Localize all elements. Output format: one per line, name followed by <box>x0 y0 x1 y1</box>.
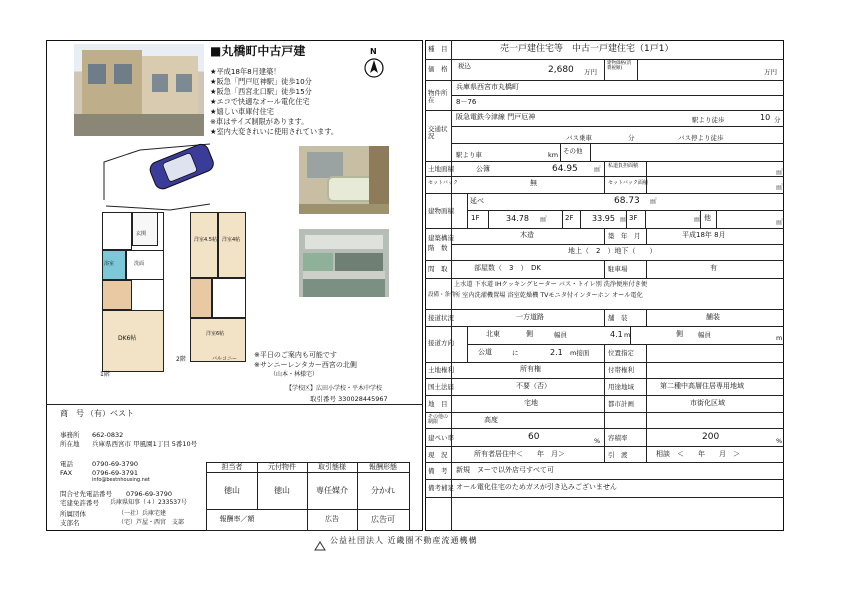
remarks-value: 新規 ヌーで以外店弓すべて可 <box>456 466 554 474</box>
road-direction-label: 接道方向 <box>428 339 454 347</box>
transport-other: その他 <box>563 147 583 155</box>
meter-unit: m <box>776 334 783 342</box>
category-label: 種 目 <box>428 45 448 53</box>
land-area: 64.95 <box>552 164 578 174</box>
equipment-line: 所 室内洗濯機置場 浴室乾燥機 TVモニタ付インターホン オール電化 <box>454 292 643 299</box>
road-width-label: 幅員 <box>554 331 567 339</box>
balcony-label: バルコニー <box>212 356 238 362</box>
road2-width-label: 幅員 <box>698 331 711 339</box>
office-label: 事務所 <box>60 431 80 439</box>
land-category-label: 地 目 <box>428 400 448 408</box>
property-price: 2,680 <box>548 65 574 75</box>
agent-header: 報酬形態 <box>369 463 397 471</box>
compass-icon: N <box>362 48 386 78</box>
company-address: 兵庫県西宮市 甲風園1丁目 5番10号 <box>92 440 198 448</box>
sqm-unit: ㎡ <box>776 218 783 226</box>
layout-value: 部屋数（ 3 ） DK <box>474 264 541 272</box>
land-area-type: 公簿 <box>476 165 490 173</box>
feature-item: ※車はサイズ制限があります。 <box>210 117 309 126</box>
property-lot: 8－76 <box>456 98 477 106</box>
tel-number: 0790-69-3790 <box>92 460 139 468</box>
price-tax-note: 税込 <box>458 62 471 70</box>
location-label: 物件所在 <box>428 89 448 104</box>
association-label: 所属団体 <box>60 510 86 518</box>
public-road: 公道 <box>478 348 492 356</box>
other-limit-label: その他の制限 <box>428 414 449 425</box>
feature-item: ★エコで快適なオール電化住宅 <box>210 97 310 106</box>
land-law-label: 国土法届 <box>428 383 454 391</box>
percent-unit: % <box>594 437 601 445</box>
sqm-unit: ㎡ <box>650 197 657 205</box>
floorplan-2f <box>186 212 250 362</box>
address-label: 所在地 <box>60 440 80 448</box>
price-label: 価 格 <box>428 65 448 73</box>
building-area-label: 建物面積 <box>428 207 454 215</box>
license-number: 兵庫県知事（４）233537号 <box>110 499 187 506</box>
transport-label: 交通状況 <box>428 125 448 140</box>
equipment-label: 設備・条件 <box>428 292 456 298</box>
road-contact: 2.1 <box>550 348 563 357</box>
agent-value: 分かれ <box>371 486 395 495</box>
road-contact-label: に <box>512 349 519 357</box>
room-label: 洋室4.5帖 <box>194 237 217 243</box>
private-road-label: 私道負担面積 <box>608 163 639 169</box>
building-price-unit: 万円 <box>764 68 777 76</box>
fax-number: 0796-69-3791 <box>92 469 139 477</box>
room-label: DK6帖 <box>118 335 137 342</box>
floor1-area: 34.78 <box>506 214 529 223</box>
fax-label: FAX <box>60 469 73 477</box>
company-name-label: 商 号 <box>60 409 84 418</box>
walk-minutes: 10 <box>760 113 771 122</box>
floorplan-1f <box>98 212 168 372</box>
road-contact-unit: m接面 <box>570 349 590 357</box>
meter-unit: m <box>624 331 631 339</box>
land-law: 不要（否） <box>516 382 551 390</box>
percent-unit: % <box>776 437 783 445</box>
inquiry-label: 問合せ先電話番号 <box>60 490 112 498</box>
visit-note: （山本・林様宅） <box>270 371 319 378</box>
remarks-supplement-label: 備考補足 <box>428 484 454 492</box>
agent-value: 徳山 <box>224 486 240 495</box>
room-label: 浴室 <box>104 261 115 267</box>
setback-value: 無 <box>530 179 537 187</box>
license-label: 宅建免許番号 <box>60 499 99 507</box>
walk-label: 駅より徒歩 <box>692 116 725 124</box>
footer-organization: 公益社団法人 近畿圏不動産流通機構 <box>330 536 478 545</box>
feature-item: ★平成18年8月建築！ <box>210 67 281 76</box>
use-zone-label: 用途地域 <box>608 383 634 391</box>
road2-side: 側 <box>676 330 683 338</box>
attached-right-label: 付帯権利 <box>608 366 634 374</box>
floor-label: 1階 <box>100 371 110 378</box>
road-direction: 北東 <box>486 330 500 338</box>
feature-item: ★嬉しい車庫付住宅 <box>210 107 274 116</box>
ad-value: 広告可 <box>371 515 395 524</box>
road-side: 側 <box>526 330 533 338</box>
pavement-label: 舗 装 <box>608 314 628 322</box>
school-district: 【学校区】広田小学校・平木中学校 <box>286 385 383 392</box>
coverage-label: 建ぺい率 <box>428 434 454 442</box>
association: （一社）兵庫宅建 <box>118 510 167 517</box>
use-zone: 第二種中高層住居専用地域 <box>660 382 744 390</box>
floors-label: 階 数 <box>428 244 448 252</box>
road-width: 4.1 <box>610 330 623 339</box>
registration-number: 取引番号 330028445967 <box>310 395 388 403</box>
equipment-line: 上水道 下水道 IHクッキングヒーター バス・トイレ別 洗浄便座付き便 <box>454 281 648 288</box>
room-label: 洋室4帖 <box>222 237 241 243</box>
branch-label: 支部名 <box>60 519 80 527</box>
sqm-unit: ㎡ <box>776 168 783 176</box>
price-unit: 万円 <box>584 68 597 76</box>
listing-title: ■丸橋町中古戸建 <box>210 44 306 58</box>
structure-label: 建築構造 <box>428 234 454 242</box>
location-spec-label: 位置指定 <box>608 349 634 357</box>
room-label: 玄関 <box>136 231 147 237</box>
land-area-label: 土地面積 <box>428 165 454 173</box>
association-logo-icon <box>314 536 326 546</box>
floor3-label: 3F <box>629 214 638 222</box>
floor2-area: 33.95 <box>592 214 615 223</box>
handover-value: 相談 ＜ 年 月 ＞ <box>656 450 740 458</box>
bus-unit: 分 <box>628 134 635 142</box>
postal-code: 662-0832 <box>92 431 124 439</box>
km-unit: km <box>548 151 559 159</box>
status-value: 所有者居住中＜ 年 月＞ <box>474 450 565 458</box>
structure-value: 木造 <box>520 231 534 239</box>
parking-label: 駐車場 <box>608 265 628 273</box>
floor1-label: 1F <box>471 214 480 222</box>
bus-label: バス乗車 <box>566 134 592 142</box>
agent-value: 専任媒介 <box>316 486 348 495</box>
feature-item: ★阪急「西宮北口駅」徒歩15分 <box>210 87 312 96</box>
bathroom-photo <box>299 146 389 214</box>
exterior-photo <box>74 44 204 136</box>
setback-area-label: セットバック面積 <box>608 180 648 186</box>
city-plan-label: 都市計画 <box>608 400 634 408</box>
site-plan <box>100 140 230 212</box>
walk-unit: 分 <box>774 116 781 124</box>
road-status-label: 接道状況 <box>428 314 454 322</box>
tel-label: 電話 <box>60 460 73 468</box>
inquiry-number: 0796-69-3790 <box>126 490 173 498</box>
total-floor-area: 68.73 <box>614 196 640 206</box>
room-label: 洗面 <box>134 261 145 267</box>
land-right: 所有権 <box>520 365 541 373</box>
floors-value: 地上（ 2 ）地下（ ） <box>568 247 657 255</box>
ad-label: 広告 <box>325 515 339 523</box>
parking-value: 有 <box>710 264 717 272</box>
far-label: 容積率 <box>608 434 628 442</box>
room-label: 洋室6帖 <box>206 331 225 337</box>
station-car-label: 駅より車 <box>456 151 482 159</box>
pavement-value: 舗装 <box>706 313 720 321</box>
far-value: 200 <box>702 432 720 442</box>
sqm-unit: ㎡ <box>594 165 601 173</box>
other-limit: 高度 <box>484 416 498 424</box>
sqm-unit: ㎡ <box>540 215 547 223</box>
handover-label: 引 渡 <box>608 451 628 459</box>
bus-walk-label: バス停より徒歩 <box>678 134 724 142</box>
feature-item: ★室内大変きれいに使用されています。 <box>210 127 339 136</box>
agent-table <box>206 462 410 531</box>
agent-header: 担当者 <box>221 463 243 471</box>
agent-header: 取引態様 <box>318 463 346 471</box>
building-price-label: 建物価格(消費税額) <box>607 61 632 71</box>
built-label: 築 年 月 <box>608 232 641 240</box>
property-address: 兵庫県西宮市丸橋町 <box>456 83 519 91</box>
land-category: 宅地 <box>524 399 538 407</box>
property-category: 売一戸建住宅等 中古一戸建住宅（1戸1） <box>500 44 674 54</box>
kitchen-photo <box>299 229 389 297</box>
status-label: 現 況 <box>428 451 448 459</box>
visit-note: ※平日のご案内も可能です <box>254 351 337 359</box>
sqm-unit: ㎡ <box>620 215 627 223</box>
layout-label: 間 取 <box>428 265 448 273</box>
setback-label: セットバック <box>428 180 458 186</box>
branch: （宅）芦屋・西宮 支部 <box>118 519 185 526</box>
agent-header: 元付物件 <box>268 463 296 471</box>
email-address: info@bestnhousing.net <box>92 477 150 483</box>
feature-item: ★阪急「門戸厄神駅」徒歩10分 <box>210 77 312 86</box>
total-area-label: 延べ <box>470 197 484 205</box>
city-plan: 市街化区域 <box>690 399 725 407</box>
floor-other-label: 他 <box>704 214 711 222</box>
transport-line: 阪急電鉄今津線 門戸厄神 <box>456 113 536 121</box>
floor-label: 2階 <box>176 356 186 363</box>
sqm-unit: ㎡ <box>776 183 783 191</box>
land-right-label: 土地権利 <box>428 366 454 374</box>
built-date: 平成18年 8月 <box>682 231 726 239</box>
road-status: 一方道路 <box>516 313 544 321</box>
sqm-unit: ㎡ <box>694 215 701 223</box>
report-label: 報酬率／額 <box>219 515 255 523</box>
agent-value: 徳山 <box>274 486 290 495</box>
company-name: （有）ベスト <box>86 409 134 418</box>
floor2-label: 2F <box>565 214 574 222</box>
visit-note: ※サンニーレンタカー西宮の北側 <box>254 361 357 369</box>
remarks-label: 備 考 <box>428 467 448 475</box>
remarks-supplement: オール電化住宅のためガスが引き込みございません <box>456 483 617 491</box>
coverage-value: 60 <box>528 432 540 442</box>
